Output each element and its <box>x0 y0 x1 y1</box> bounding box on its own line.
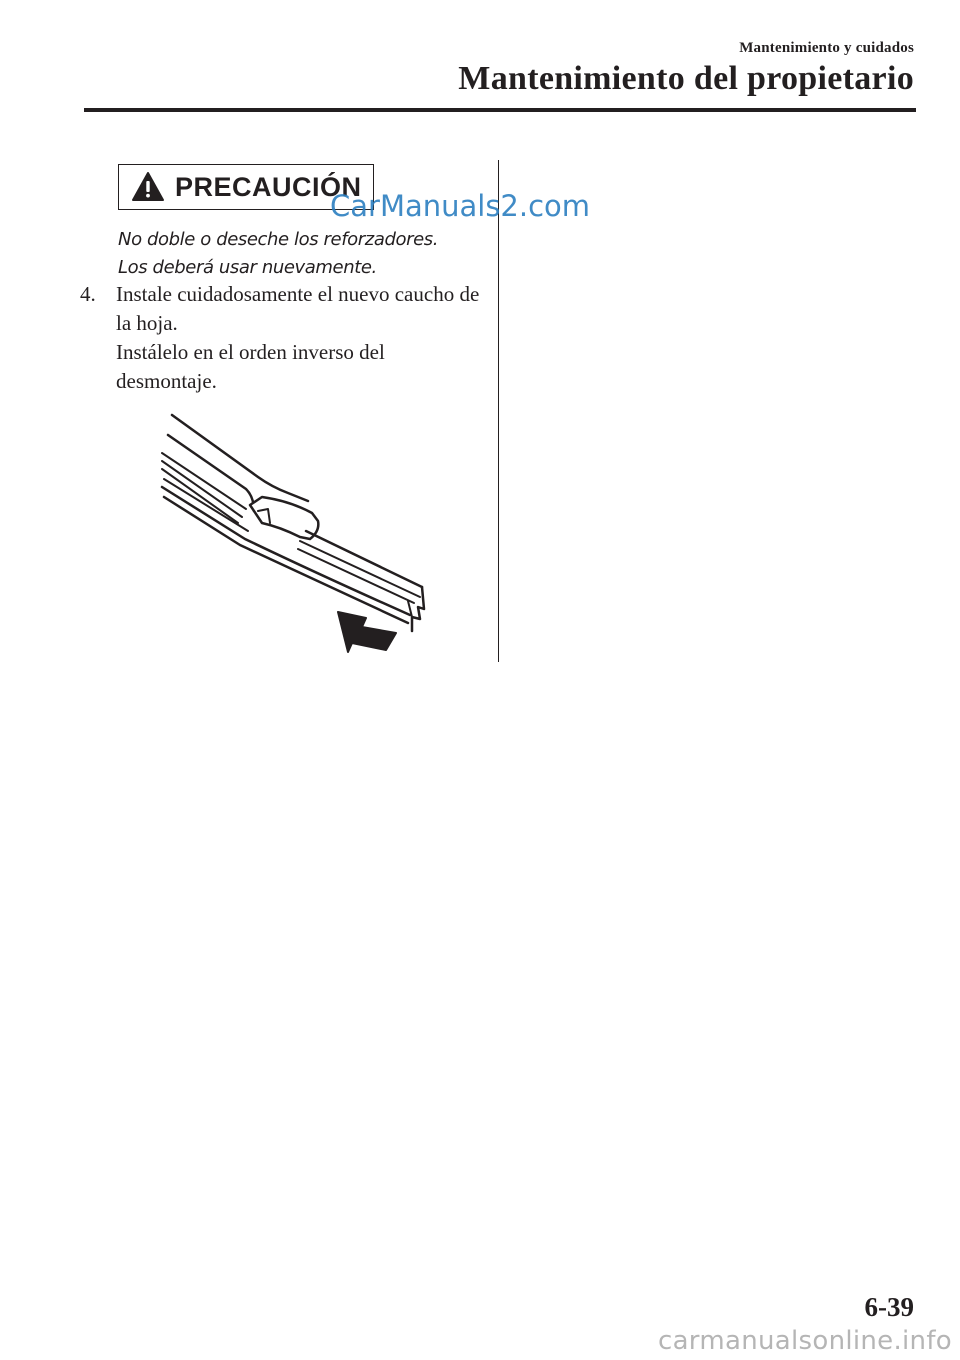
warning-triangle-icon <box>131 170 165 204</box>
step-4 <box>80 280 480 396</box>
column-divider <box>498 160 499 662</box>
header-rule <box>84 108 916 112</box>
step-instruction-detail: Instálelo en el orden inverso del desmontaje. <box>116 340 385 393</box>
page-number: 6-39 <box>864 1292 914 1322</box>
step-instruction: Instale cuidadosamente el nuevo caucho de la hoja. <box>116 282 480 335</box>
caution-line-1: No doble o deseche los reforzadores. <box>118 229 439 250</box>
caution-text <box>118 226 478 282</box>
caution-label: PRECAUCIÓN <box>175 171 362 202</box>
caution-line-2: Los deberá usar nuevamente. <box>118 257 377 278</box>
header-section: Mantenimiento y cuidados <box>739 40 914 56</box>
watermark-text: CarManuals2.com <box>330 189 591 223</box>
wiper-blade-installation-illustration <box>150 405 440 660</box>
step-number: 4. <box>80 282 96 306</box>
footer-watermark: carmanualsonline.info <box>657 1326 952 1356</box>
page-title: Mantenimiento del propietario <box>458 60 914 97</box>
